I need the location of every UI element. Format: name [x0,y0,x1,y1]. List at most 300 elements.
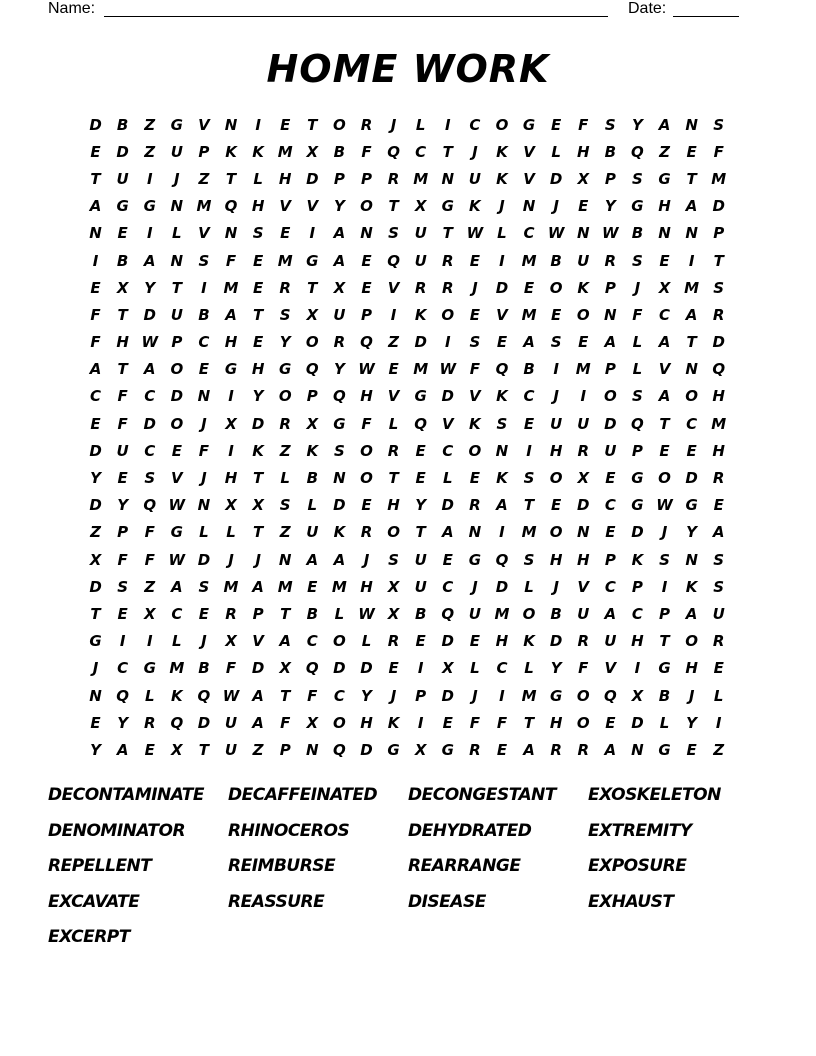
grid-cell: T [523,713,535,732]
grid-cell: U [116,441,129,460]
grid-cell: T [252,523,264,542]
grid-cell: O [360,469,373,488]
word-list-item: EXHAUST [588,891,674,912]
grid-cell: Q [143,496,157,515]
grid-cell: P [360,305,372,324]
grid-cell: E [523,278,535,297]
grid-cell: I [499,523,505,542]
grid-cell: Z [388,333,400,352]
grid-cell: I [146,224,153,243]
grid-cell: H [631,632,644,651]
grid-cell: L [253,169,263,188]
grid-cell: U [170,142,183,161]
grid-cell: A [225,305,237,324]
grid-cell: J [553,387,559,406]
grid-cell: O [360,441,373,460]
grid-cell: P [252,604,264,623]
grid-cell: I [417,713,424,732]
grid-cell: T [388,469,399,488]
grid-cell: V [252,632,264,651]
grid-cell: V [171,469,183,488]
grid-cell: M [575,360,591,379]
grid-cell: E [469,632,480,651]
grid-cell: F [496,713,508,732]
word-list-item: EXPOSURE [588,856,687,876]
grid-cell: Q [305,659,319,678]
word-list-item: DECONGESTANT [408,785,556,805]
grid-cell: I [715,713,722,732]
grid-cell: K [252,441,264,460]
grid-cell: M [196,197,212,216]
grid-cell: T [171,278,182,297]
grid-cell: Q [305,360,319,379]
grid-cell: A [523,333,535,352]
grid-cell: N [224,224,238,243]
grid-cell: A [496,496,508,515]
grid-cell: L [172,632,182,651]
grid-cell: U [577,251,590,270]
grid-cell: V [469,387,481,406]
grid-cell: Z [144,142,156,161]
grid-cell: S [713,115,725,134]
grid-cell: T [198,740,210,759]
grid-cell: R [577,632,590,651]
grid-cell: D [441,496,454,515]
header [0,0,816,22]
grid-cell: G [685,496,698,515]
grid-cell: X [306,414,319,433]
grid-cell: L [632,333,643,352]
grid-cell: D [360,740,373,759]
grid-cell: S [659,550,670,569]
grid-cell: D [89,496,102,515]
grid-cell: O [468,441,482,460]
grid-cell: T [307,278,318,297]
grid-cell: Y [144,278,156,297]
grid-cell: R [143,713,156,732]
grid-cell: J [201,469,207,488]
grid-cell: G [658,659,671,678]
grid-cell: W [168,496,186,515]
grid-cell: F [361,142,372,161]
grid-cell: L [497,224,507,243]
grid-cell: E [686,142,697,161]
grid-cell: K [252,142,264,161]
grid-cell: S [550,333,562,352]
grid-cell: I [688,251,695,270]
grid-cell: I [201,278,207,297]
grid-cell: M [521,305,537,324]
grid-cell: V [306,197,319,216]
grid-cell: G [279,360,292,379]
grid-cell: U [333,305,346,324]
grid-cell: X [306,713,319,732]
grid-cell: A [333,550,346,569]
grid-cell: E [415,632,426,651]
grid-cell: L [172,224,182,243]
grid-cell: N [170,251,184,270]
grid-cell: A [143,360,156,379]
grid-cell: O [305,333,319,352]
grid-cell: F [578,659,589,678]
grid-cell: R [387,632,400,651]
grid-cell: J [92,659,99,678]
grid-cell: I [580,387,587,406]
grid-cell: E [469,469,480,488]
grid-cell: Y [279,333,291,352]
grid-cell: F [198,441,210,460]
grid-cell: H [360,577,373,596]
grid-cell: B [306,604,319,623]
grid-cell: G [522,115,536,134]
grid-cell: D [441,632,454,651]
grid-cell: S [713,278,725,297]
grid-cell: U [414,224,427,243]
grid-cell: S [117,577,129,596]
grid-cell: E [605,713,616,732]
grid-cell: O [360,197,373,216]
grid-cell: U [414,251,427,270]
grid-cell: T [686,169,697,188]
grid-cell: H [712,387,725,406]
grid-cell: C [144,387,156,406]
grid-cell: J [390,115,397,134]
grid-cell: N [685,115,698,134]
grid-cell: E [252,278,264,297]
grid-cell: H [658,197,671,216]
grid-cell: H [685,659,698,678]
grid-cell: X [225,414,237,433]
grid-cell: H [251,197,265,216]
grid-cell: O [576,305,590,324]
grid-cell: G [658,169,671,188]
grid-cell: S [333,441,345,460]
grid-cell: N [604,305,617,324]
grid-cell: V [604,659,617,678]
grid-cell: I [444,333,451,352]
grid-cell: D [577,496,590,515]
grid-cell: Q [333,387,346,406]
grid-cell: D [712,197,725,216]
grid-cell: R [712,305,725,324]
word-list-item: EXTREMITY [588,820,692,841]
grid-cell: J [363,550,370,569]
grid-cell: D [197,550,211,569]
grid-cell: Y [90,469,101,488]
grid-cell: D [116,142,129,161]
grid-cell: P [631,577,643,596]
grid-cell: V [577,577,590,596]
grid-cell: W [358,604,375,623]
grid-cell: X [658,278,671,297]
grid-cell: T [90,604,101,623]
grid-cell: T [252,469,264,488]
grid-cell: M [413,169,429,188]
grid-cell: D [441,686,454,705]
grid-cell: E [523,414,535,433]
grid-cell: N [495,441,509,460]
grid-cell: O [278,387,292,406]
grid-cell: Z [90,523,101,542]
grid-cell: R [360,115,373,134]
grid-cell: X [577,469,590,488]
grid-cell: X [387,604,400,623]
name-label: Name: [48,0,96,17]
grid-cell: N [468,523,482,542]
grid-cell: Y [415,496,427,515]
grid-cell: R [469,496,481,515]
grid-cell: W [602,224,619,243]
grid-cell: G [441,740,454,759]
grid-cell: A [252,713,264,732]
grid-cell: D [631,713,644,732]
grid-cell: A [685,197,698,216]
grid-cell: C [171,604,183,623]
grid-cell: G [631,496,644,515]
word-list-item: REASSURE [228,891,325,912]
grid-cell: E [686,740,697,759]
grid-cell: J [201,414,207,433]
grid-cell: P [604,360,616,379]
grid-cell: F [117,387,128,406]
grid-cell: C [469,115,481,134]
grid-cell: E [551,496,562,515]
grid-cell: R [441,251,454,270]
grid-cell: E [90,278,101,297]
grid-cell: C [523,224,535,243]
grid-cell: C [117,659,129,678]
grid-cell: N [197,387,211,406]
grid-cell: Y [90,740,101,759]
grid-cell: D [143,305,156,324]
grid-cell: O [549,523,563,542]
grid-cell: X [116,278,129,297]
grid-cell: S [198,577,210,596]
grid-cell: O [576,686,590,705]
grid-cell: U [468,169,481,188]
grid-cell: E [171,441,182,460]
grid-cell: F [469,713,480,732]
grid-cell: M [711,414,727,433]
grid-cell: B [116,115,129,134]
grid-cell: M [277,142,293,161]
grid-cell: R [577,740,590,759]
grid-cell: M [331,577,347,596]
grid-cell: N [197,496,211,515]
grid-cell: M [277,577,293,596]
grid-cell: P [604,278,616,297]
grid-cell: O [549,469,563,488]
grid-cell: X [414,197,427,216]
grid-cell: T [90,169,101,188]
grid-cell: C [90,387,102,406]
grid-cell: T [388,197,399,216]
grid-cell: X [387,577,400,596]
grid-cell: S [198,251,210,270]
grid-cell: T [225,169,237,188]
grid-cell: F [280,713,291,732]
grid-cell: F [90,305,101,324]
grid-cell: E [280,115,291,134]
grid-cell: Q [197,686,211,705]
grid-cell: Q [360,333,373,352]
grid-cell: J [634,278,641,297]
grid-cell: S [496,414,508,433]
grid-cell: W [547,224,565,243]
word-list-item: EXOSKELETON [588,785,721,805]
grid-cell: J [688,686,695,705]
grid-cell: E [117,604,128,623]
word-list-item: EXCAVATE [48,891,140,912]
grid-cell: I [553,360,559,379]
grid-cell: U [604,632,617,651]
grid-cell: E [198,604,210,623]
grid-cell: O [333,115,346,134]
grid-cell: T [686,333,697,352]
grid-cell: Q [387,251,400,270]
grid-cell: T [442,224,453,243]
grid-cell: A [279,632,291,651]
grid-cell: D [89,115,102,134]
grid-cell: T [280,686,291,705]
grid-cell: K [387,713,400,732]
grid-cell: W [466,224,484,243]
grid-cell: D [712,333,725,352]
grid-cell: N [333,469,346,488]
grid-cell: M [521,686,537,705]
grid-cell: K [577,278,590,297]
grid-cell: G [89,632,102,651]
grid-cell: J [553,577,559,596]
grid-cell: H [712,441,725,460]
grid-cell: P [360,169,372,188]
grid-cell: I [309,224,316,243]
grid-cell: C [333,686,345,705]
grid-cell: F [90,333,101,352]
grid-cell: H [576,142,590,161]
grid-cell: X [306,142,319,161]
grid-cell: E [117,469,128,488]
grid-cell: L [524,577,534,596]
grid-cell: D [306,169,319,188]
grid-cell: E [605,523,616,542]
grid-cell: K [496,387,508,406]
grid-cell: P [198,142,210,161]
grid-cell: L [226,523,236,542]
grid-cell: R [333,333,346,352]
grid-cell: R [712,632,725,651]
grid-cell: I [499,686,505,705]
grid-cell: F [713,142,724,161]
grid-cell: J [390,686,397,705]
grid-cell: F [225,251,237,270]
grid-cell: T [442,142,453,161]
grid-cell: U [306,523,319,542]
grid-cell: F [225,659,237,678]
grid-cell: D [251,659,265,678]
grid-cell: N [278,550,292,569]
grid-cell: J [255,550,261,569]
grid-cell: M [684,278,700,297]
grid-cell: I [417,659,424,678]
grid-cell: P [333,169,345,188]
grid-cell: T [713,251,724,270]
grid-cell: I [92,251,99,270]
grid-cell: M [223,278,239,297]
grid-cell: B [550,251,562,270]
grid-cell: E [578,333,589,352]
grid-cell: D [549,632,563,651]
grid-cell: Y [361,686,372,705]
grid-cell: I [390,305,397,324]
grid-cell: Q [333,740,346,759]
grid-cell: Z [279,523,291,542]
grid-cell: G [170,523,183,542]
grid-cell: R [279,414,291,433]
grid-cell: Z [279,441,291,460]
grid-cell: W [439,360,457,379]
grid-cell: A [685,305,698,324]
grid-cell: Q [414,414,428,433]
grid-cell: P [415,686,427,705]
grid-cell: E [496,740,508,759]
grid-cell: L [713,686,724,705]
grid-cell: C [306,632,318,651]
grid-cell: D [89,441,102,460]
grid-cell: V [198,224,210,243]
grid-cell: X [279,659,291,678]
grid-cell: X [414,740,427,759]
date-blank-line [673,16,739,17]
grid-cell: H [387,496,400,515]
grid-cell: H [549,441,563,460]
grid-cell: O [685,387,698,406]
word-list-item: DECAFFEINATED [228,785,378,805]
grid-cell: U [414,577,427,596]
grid-cell: Y [117,713,129,732]
grid-cell: V [496,305,508,324]
grid-cell: T [117,305,128,324]
grid-cell: F [632,305,643,324]
grid-cell: R [387,441,400,460]
grid-cell: E [496,333,508,352]
grid-cell: O [387,523,400,542]
grid-cell: M [169,659,185,678]
grid-cell: X [225,496,237,515]
grid-cell: N [685,550,698,569]
grid-cell: G [116,197,129,216]
grid-cell: L [307,496,318,515]
grid-cell: R [279,278,291,297]
grid-cell: A [604,740,617,759]
grid-cell: I [255,115,261,134]
grid-cell: Y [333,360,345,379]
grid-cell: D [549,169,563,188]
grid-cell: A [252,686,264,705]
grid-cell: U [604,441,617,460]
grid-cell: A [685,604,698,623]
grid-cell: N [306,740,319,759]
grid-cell: Q [495,360,509,379]
grid-cell: X [441,659,454,678]
grid-cell: H [549,550,563,569]
grid-cell: X [225,632,237,651]
grid-cell: K [496,469,508,488]
grid-cell: U [468,604,481,623]
grid-cell: P [713,224,725,243]
grid-cell: S [713,550,725,569]
grid-cell: C [442,441,454,460]
